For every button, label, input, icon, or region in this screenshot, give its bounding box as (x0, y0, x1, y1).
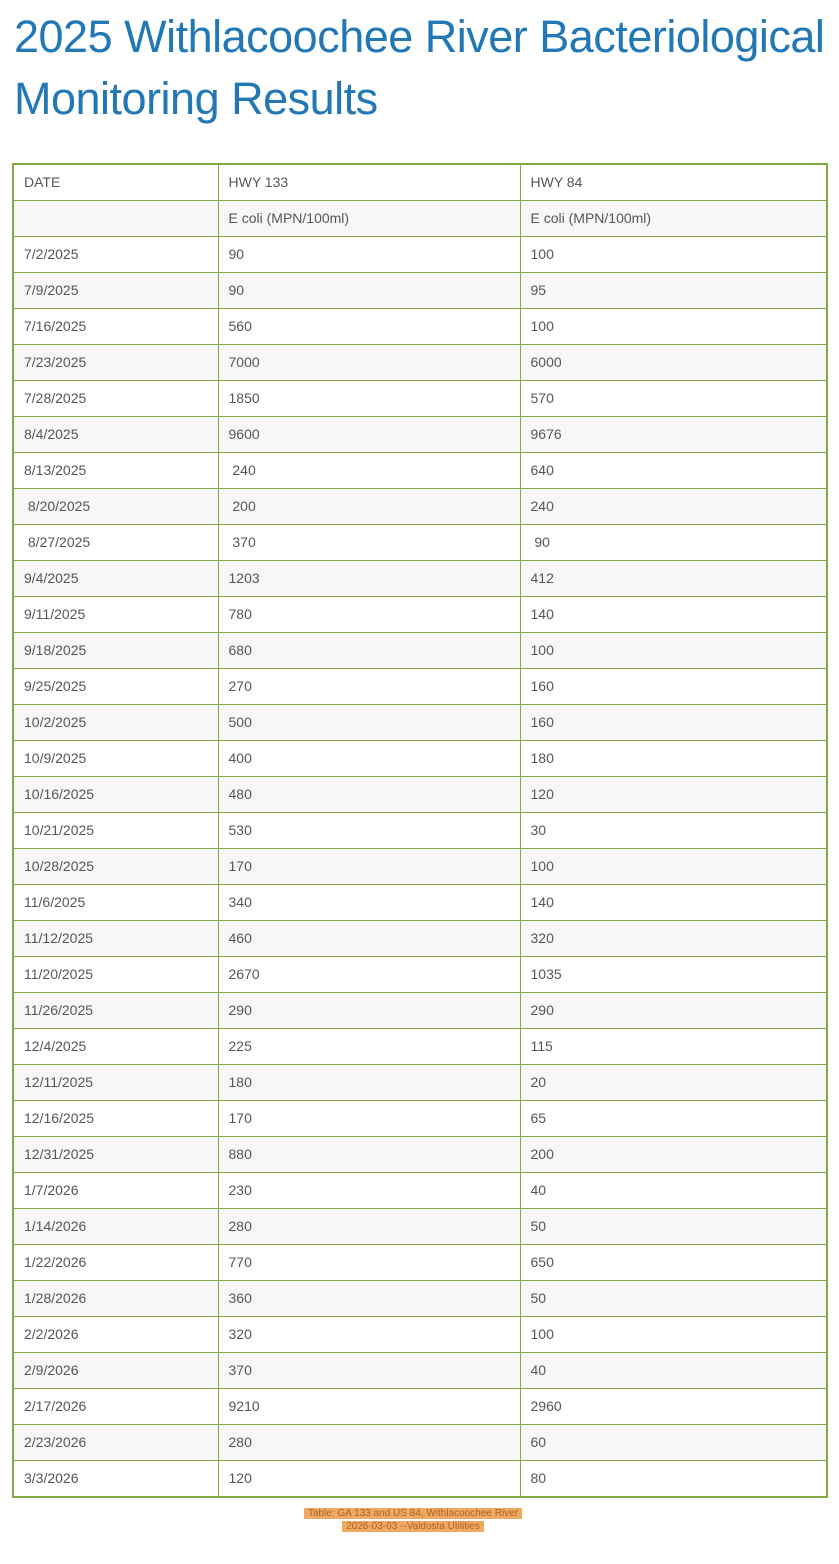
table-row (13, 1029, 827, 1065)
hwy84-value-cell: 40 (520, 1353, 827, 1389)
date-cell: 3/3/2026 (13, 1461, 218, 1498)
hwy84-value-cell: 90 (520, 525, 827, 561)
hwy84-value-cell: 115 (520, 1029, 827, 1065)
hwy84-value-cell: 160 (520, 705, 827, 741)
page-title-line-1: 2025 Withlacoochee River Bacteriological (14, 11, 825, 62)
hwy133-value-cell: 200 (218, 489, 520, 525)
caption-line-1-text: Table: GA 133 and US 84, Withlacoochee River (304, 1508, 522, 1519)
hwy84-value-cell: 200 (520, 1137, 827, 1173)
hwy133-value-cell: 770 (218, 1245, 520, 1281)
table-row (13, 813, 827, 849)
page-title-line-2: Monitoring Results (14, 73, 378, 124)
hwy84-value-cell: 412 (520, 561, 827, 597)
subheader-ecoli-hwy133: E coli (MPN/100ml) (218, 201, 520, 237)
hwy133-value-cell: 360 (218, 1281, 520, 1317)
hwy84-value-cell: 570 (520, 381, 827, 417)
hwy133-value-cell: 560 (218, 309, 520, 345)
hwy133-value-cell: 180 (218, 1065, 520, 1101)
subheader-ecoli-hwy84: E coli (MPN/100ml) (520, 201, 827, 237)
hwy84-value-cell: 240 (520, 489, 827, 525)
hwy84-value-cell: 100 (520, 237, 827, 273)
date-cell: 8/13/2025 (13, 453, 218, 489)
hwy133-value-cell: 1203 (218, 561, 520, 597)
hwy84-value-cell: 1035 (520, 957, 827, 993)
table-row (13, 921, 827, 957)
hwy133-value-cell: 680 (218, 633, 520, 669)
hwy84-value-cell: 100 (520, 633, 827, 669)
hwy133-value-cell: 340 (218, 885, 520, 921)
hwy84-value-cell: 100 (520, 309, 827, 345)
hwy133-value-cell: 230 (218, 1173, 520, 1209)
hwy84-value-cell: 160 (520, 669, 827, 705)
table-row (13, 237, 827, 273)
date-cell: 2/9/2026 (13, 1353, 218, 1389)
hwy133-value-cell: 780 (218, 597, 520, 633)
table-row (13, 561, 827, 597)
table-row (13, 1317, 827, 1353)
hwy133-value-cell: 400 (218, 741, 520, 777)
subheader-row (13, 201, 827, 237)
hwy84-value-cell: 320 (520, 921, 827, 957)
subheader-empty-cell (13, 201, 218, 237)
table-body (13, 164, 827, 1497)
table-row (13, 1389, 827, 1425)
date-cell: 12/11/2025 (13, 1065, 218, 1101)
hwy133-value-cell: 240 (218, 453, 520, 489)
hwy84-value-cell: 40 (520, 1173, 827, 1209)
hwy133-value-cell: 7000 (218, 345, 520, 381)
table-row (13, 1245, 827, 1281)
date-cell: 9/11/2025 (13, 597, 218, 633)
table-row (13, 345, 827, 381)
date-cell: 7/16/2025 (13, 309, 218, 345)
hwy133-value-cell: 9600 (218, 417, 520, 453)
table-row (13, 453, 827, 489)
hwy133-value-cell: 460 (218, 921, 520, 957)
date-cell: 11/26/2025 (13, 993, 218, 1029)
date-cell: 7/28/2025 (13, 381, 218, 417)
hwy84-value-cell: 6000 (520, 345, 827, 381)
date-cell: 10/9/2025 (13, 741, 218, 777)
hwy133-value-cell: 170 (218, 849, 520, 885)
hwy84-value-cell: 650 (520, 1245, 827, 1281)
caption-line-2-text: 2026-03-03 --Valdosta Utilities (342, 1521, 484, 1532)
hwy84-value-cell: 100 (520, 1317, 827, 1353)
hwy133-value-cell: 9210 (218, 1389, 520, 1425)
table-row (13, 1425, 827, 1461)
table-row (13, 525, 827, 561)
header-hwy133: HWY 133 (218, 164, 520, 201)
date-cell: 1/28/2026 (13, 1281, 218, 1317)
table-row (13, 777, 827, 813)
date-cell: 7/23/2025 (13, 345, 218, 381)
table-row (13, 273, 827, 309)
table-row (13, 309, 827, 345)
hwy84-value-cell: 50 (520, 1209, 827, 1245)
hwy84-value-cell: 640 (520, 453, 827, 489)
table-row (13, 1101, 827, 1137)
results-table (12, 163, 828, 1498)
table-row (13, 993, 827, 1029)
hwy84-value-cell: 30 (520, 813, 827, 849)
date-cell: 2/2/2026 (13, 1317, 218, 1353)
table-row (13, 705, 827, 741)
hwy133-value-cell: 370 (218, 525, 520, 561)
date-cell: 12/4/2025 (13, 1029, 218, 1065)
hwy84-value-cell: 140 (520, 885, 827, 921)
date-cell: 10/2/2025 (13, 705, 218, 741)
hwy133-value-cell: 530 (218, 813, 520, 849)
hwy133-value-cell: 120 (218, 1461, 520, 1498)
date-cell: 7/9/2025 (13, 273, 218, 309)
date-cell: 8/4/2025 (13, 417, 218, 453)
hwy133-value-cell: 90 (218, 273, 520, 309)
date-cell: 10/16/2025 (13, 777, 218, 813)
table-row (13, 597, 827, 633)
hwy84-value-cell: 65 (520, 1101, 827, 1137)
date-cell: 12/16/2025 (13, 1101, 218, 1137)
header-row (13, 164, 827, 201)
hwy84-value-cell: 20 (520, 1065, 827, 1101)
hwy133-value-cell: 370 (218, 1353, 520, 1389)
table-caption (0, 1507, 826, 1533)
hwy84-value-cell: 80 (520, 1461, 827, 1498)
date-cell: 11/12/2025 (13, 921, 218, 957)
date-cell: 9/18/2025 (13, 633, 218, 669)
hwy133-value-cell: 280 (218, 1425, 520, 1461)
date-cell: 1/7/2026 (13, 1173, 218, 1209)
date-cell: 11/6/2025 (13, 885, 218, 921)
table-row (13, 957, 827, 993)
hwy84-value-cell: 2960 (520, 1389, 827, 1425)
date-cell: 12/31/2025 (13, 1137, 218, 1173)
date-cell: 10/28/2025 (13, 849, 218, 885)
hwy133-value-cell: 290 (218, 993, 520, 1029)
hwy84-value-cell: 140 (520, 597, 827, 633)
table-row (13, 849, 827, 885)
hwy84-value-cell: 120 (520, 777, 827, 813)
table-row (13, 1461, 827, 1498)
date-cell: 2/23/2026 (13, 1425, 218, 1461)
hwy133-value-cell: 500 (218, 705, 520, 741)
hwy133-value-cell: 170 (218, 1101, 520, 1137)
date-cell: 10/21/2025 (13, 813, 218, 849)
hwy133-value-cell: 270 (218, 669, 520, 705)
date-cell: 7/2/2025 (13, 237, 218, 273)
table-row (13, 381, 827, 417)
table-row (13, 1137, 827, 1173)
caption-line-2 (0, 1520, 826, 1533)
hwy133-value-cell: 2670 (218, 957, 520, 993)
table-row (13, 885, 827, 921)
table-row (13, 669, 827, 705)
page-title (0, 0, 839, 130)
table-row (13, 1281, 827, 1317)
hwy84-value-cell: 60 (520, 1425, 827, 1461)
date-cell: 8/20/2025 (13, 489, 218, 525)
header-hwy84: HWY 84 (520, 164, 827, 201)
hwy84-value-cell: 9676 (520, 417, 827, 453)
hwy133-value-cell: 90 (218, 237, 520, 273)
table-row (13, 1209, 827, 1245)
date-cell: 9/4/2025 (13, 561, 218, 597)
hwy84-value-cell: 290 (520, 993, 827, 1029)
table-row (13, 741, 827, 777)
date-cell: 11/20/2025 (13, 957, 218, 993)
hwy84-value-cell: 95 (520, 273, 827, 309)
table-row (13, 417, 827, 453)
hwy133-value-cell: 1850 (218, 381, 520, 417)
hwy133-value-cell: 225 (218, 1029, 520, 1065)
table-row (13, 633, 827, 669)
header-date: DATE (13, 164, 218, 201)
table-row (13, 1065, 827, 1101)
date-cell: 1/14/2026 (13, 1209, 218, 1245)
date-cell: 2/17/2026 (13, 1389, 218, 1425)
table-row (13, 1173, 827, 1209)
hwy133-value-cell: 880 (218, 1137, 520, 1173)
table-row (13, 489, 827, 525)
caption-line-1 (0, 1507, 826, 1520)
date-cell: 9/25/2025 (13, 669, 218, 705)
table-row (13, 1353, 827, 1389)
hwy133-value-cell: 280 (218, 1209, 520, 1245)
hwy133-value-cell: 480 (218, 777, 520, 813)
hwy84-value-cell: 50 (520, 1281, 827, 1317)
hwy84-value-cell: 100 (520, 849, 827, 885)
date-cell: 8/27/2025 (13, 525, 218, 561)
hwy133-value-cell: 320 (218, 1317, 520, 1353)
date-cell: 1/22/2026 (13, 1245, 218, 1281)
hwy84-value-cell: 180 (520, 741, 827, 777)
